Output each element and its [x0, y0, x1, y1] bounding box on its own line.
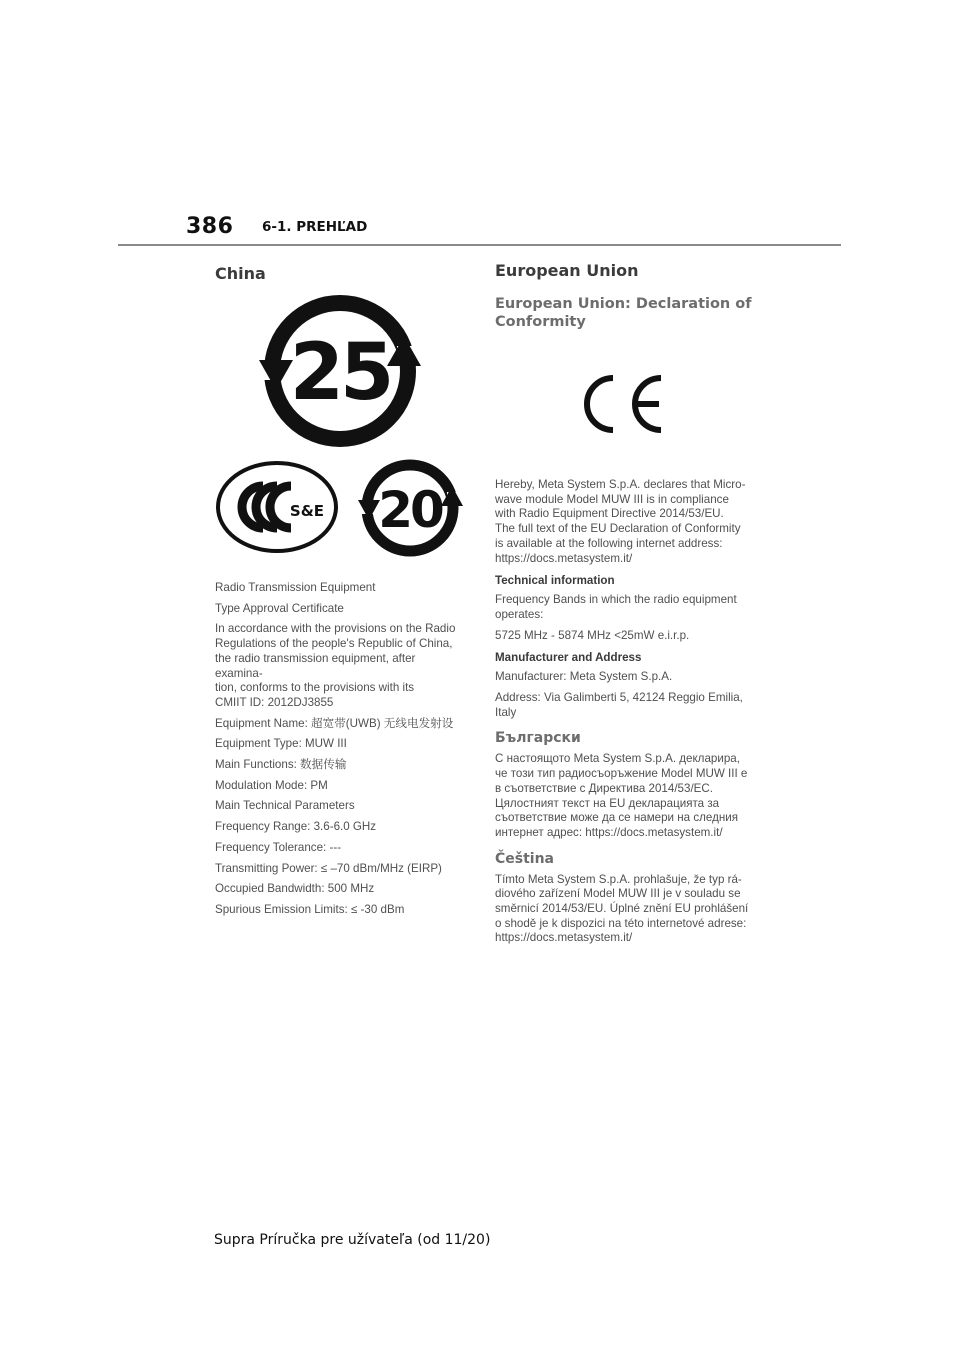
ccc-certification-icon [215, 460, 340, 555]
logo-20-number: 20 [378, 481, 442, 539]
tech-info-frequency: 5725 MHz - 5874 MHz <25mW e.i.r.p. [495, 628, 690, 642]
page-number: 386 [186, 214, 234, 239]
china-paragraph: Spurious Emission Limits: ≤ -30 dBm [215, 902, 405, 916]
manufacturer-name: Manufacturer: Meta System S.p.A. [495, 670, 673, 684]
china-paragraph: Frequency Tolerance: --- [215, 840, 342, 854]
header-divider [118, 244, 841, 246]
china-paragraph: Main Functions: 数据传输 [215, 758, 347, 772]
china-text [215, 581, 465, 924]
china-paragraph: Main Technical Parameters [215, 799, 355, 813]
eu-declaration: Hereby, Meta System S.p.A. declares that Micro- wave module Model MUW III is in compliance with Radio Equipment Directive 2014/53/EU. The full text of the EU Declaration of Conformity is available at the following internet address: https://docs.metasystem.it/ [495, 478, 746, 565]
ccc-se-label: S&E [289, 502, 325, 520]
china-paragraph: Modulation Mode: PM [215, 778, 328, 792]
china-paragraph: Transmitting Power: ≤ –70 dBm/MHz (EIRP) [215, 861, 442, 875]
china-paragraph: In accordance with the provisions on the Radio Regulations of the people's Republic of China, the radio transmission equipment, after examina- tion, conforms to the provisions with its CMIIT ID: 2012DJ3855 [215, 622, 456, 709]
czech-heading: Čeština [495, 850, 555, 867]
eu-heading: European Union [495, 261, 639, 280]
china-paragraph: Equipment Name: 超宽带(UWB) 无线电发射设 [215, 716, 454, 730]
tech-info-text: Frequency Bands in which the radio equipment operates: [495, 593, 737, 621]
china-paragraph: Equipment Type: MUW III [215, 737, 347, 751]
eu-subheading: European Union: Declaration of Conformity [495, 296, 752, 330]
tech-info-heading: Technical information [495, 574, 615, 588]
china-paragraph: Frequency Range: 3.6-6.0 GHz [215, 820, 377, 834]
bulgarian-heading: Български [495, 730, 581, 747]
logo-25-number: 25 [289, 328, 391, 418]
china-paragraph: Radio Transmission Equipment [215, 581, 376, 594]
china-paragraph: Type Approval Certificate [215, 601, 344, 615]
eu-text [495, 478, 755, 952]
bulgarian-text: С настоящото Meta System S.p.A. декларира, че този тип радиосъоръжение Model MUW III е в съответствие с Директива 2014/53/ЕС. Цялостният текст на EU декларацията за съответствие може да се намери на следния интернет адрес: https://docs.metasystem.it/ [495, 752, 748, 839]
footer-text: Supra Príručka pre užívateľa (od 11/20) [214, 1232, 491, 1248]
section-title: 6-1. PREHĽAD [262, 219, 368, 235]
manufacturer-address: Address: Via Galimberti 5, 42124 Reggio Emilia, Italy [495, 691, 743, 719]
czech-text: Tímto Meta System S.p.A. prohlašuje, že typ rá- diového zařízení Model MUW III je v souladu se směrnicí 2014/53/EU. Úplné znění EU prohlášení o shodě je k dispozici na této internetové adrese: https://docs.metasystem.it/ [495, 872, 749, 945]
ce-mark-icon [577, 372, 667, 436]
environmental-protection-25-icon [255, 286, 425, 451]
china-paragraph: Occupied Bandwidth: 500 MHz [215, 882, 375, 896]
china-heading: China [215, 264, 266, 283]
environmental-protection-20-icon [355, 456, 467, 560]
manufacturer-heading: Manufacturer and Address [495, 651, 642, 665]
